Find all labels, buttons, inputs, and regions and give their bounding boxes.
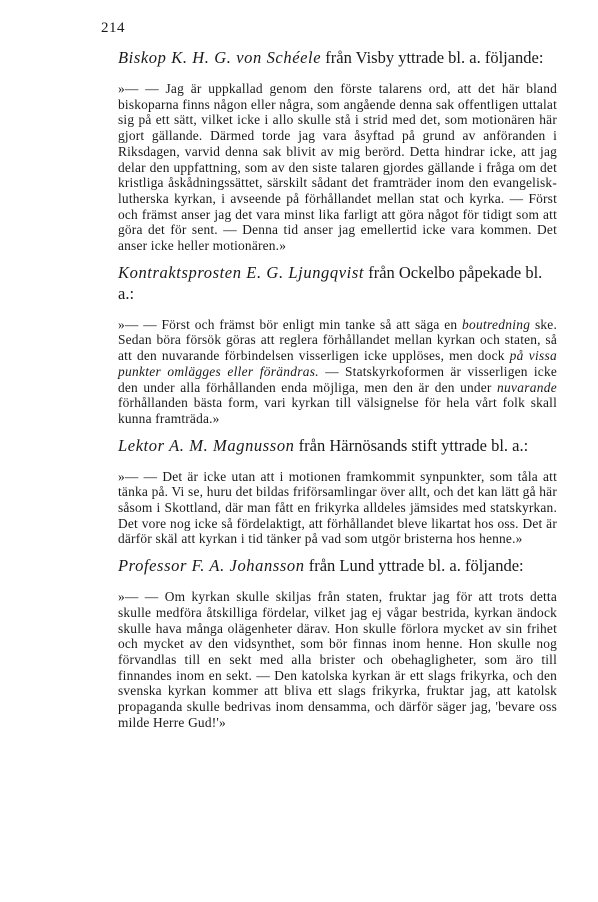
quote-text: »— — Först och främst bör enligt min tanke så att säga en — [118, 316, 463, 332]
speaker-intro — [118, 262, 557, 304]
quote-text: »— — Jag är uppkallad genom den förste talarens ord, att det här bland biskoparna finns någon eller några, som angående denna sak offentligen uttalat sig på ett sätt, vilket icke i allo skulle stå i strid med det, som motionären här gjort gällande. Därmed torde jag vara åsyftad på grund av anföranden i Riksdagen, varvid denna sak blivit av mig berörd. Detta hindrar icke, att jag delar den uppfattning, som av den siste talaren gjordes gällande i fråga om det kristliga åskådningssättet, särskilt sådant det framträder inom den evangelisk-lutherska kyrkan, i avseende på förhållandet mellan stat och kyrka. — Först och främst anser jag det vara minst lika farligt att göra något för tidigt som att göra det för sent. — Denna tid anser jag emellertid icke vara kommen. Det anser icke heller motionären.» — [118, 81, 557, 254]
quoted-speech — [118, 81, 557, 254]
speaker-name: Kontraktsprosten E. G. Ljungqvist — [118, 262, 365, 282]
quote-text: — Statskyrkoformen är visserligen icke den under alla förhållanden enda möjliga, men den är den under — [118, 363, 557, 395]
emphasized-text: på vissa punkter omlägges eller förändras. — [118, 348, 557, 379]
speaker-intro-text: från Visby yttrade bl. a. följande: — [321, 48, 544, 67]
speaker-intro-text: från Härnösands stift yttrade bl. a.: — [294, 435, 529, 455]
speaker-name: Lektor A. M. Magnusson — [118, 435, 295, 455]
speaker-intro — [118, 435, 557, 456]
emphasized-text: boutredning — [462, 316, 531, 332]
quote-text: »— — Det är icke utan att i motionen framkommit synpunkter, som tåla att tänka på. Vi se, huru det bildas friförsamlingar över allt, och det kan lätt gå här såsom i Skottland, där man fått en frikyrka alldeles jämsides med statskyrkan. Det vore nog icke så fördelaktigt, att förhållandet bleve likartat hos oss. Det är därför skäl att kyrkan i tid tänker på vad som utgör bristerna hos henne.» — [118, 468, 557, 547]
quoted-speech — [118, 317, 557, 427]
quote-text: ske. Sedan böra försök göras att reglera förhållandet mellan kyrkan och staten, så att den nuvarande förbindelsen visserligen icke upplöses, men dock — [118, 316, 557, 364]
quoted-speech — [118, 589, 557, 730]
speaker-name: Biskop K. H. G. von Schéele — [118, 48, 322, 67]
quoted-speech — [118, 469, 557, 548]
page-number: 214 — [101, 20, 125, 36]
speaker-intro — [118, 47, 557, 68]
page-body — [118, 47, 557, 731]
speaker-intro — [118, 555, 557, 576]
speaker-intro-text: från Ockelbo påpekade bl. a.: — [118, 262, 543, 303]
quote-text: »— — Om kyrkan skulle skiljas från staten, fruktar jag för att trots detta skulle medföra åtskilliga fördelar, vilket jag ej vågar bestrida, kyrkan ändock skulle hava många olägenheter därav. Hon skulle förlora mycket av sin frihet och mycket av den vidsynthet, som bör finnas inom henne. Hon skulle nog förvandlas till en sekt med alla brister och obehagligheter, som äro till finnandes inom en sekt. — Den katolska kyrkan är ett slags frikyrka, och den svenska kyrkan kommer att bliva ett slags frikyrka, fruktar jag, att katolsk propaganda skulle bedrivas inom densamma, och därför säger jag, 'bevare oss milde Herre Gud!'» — [118, 589, 557, 730]
speaker-intro-text: från Lund yttrade bl. a. följande: — [304, 556, 524, 576]
speaker-name: Professor F. A. Johansson — [118, 556, 305, 576]
emphasized-text: nuvarande — [497, 379, 557, 395]
quote-text: förhållanden bästa form, vari kyrkan till välsignelse för hela vårt folk skall kunna framträda.» — [118, 395, 557, 426]
